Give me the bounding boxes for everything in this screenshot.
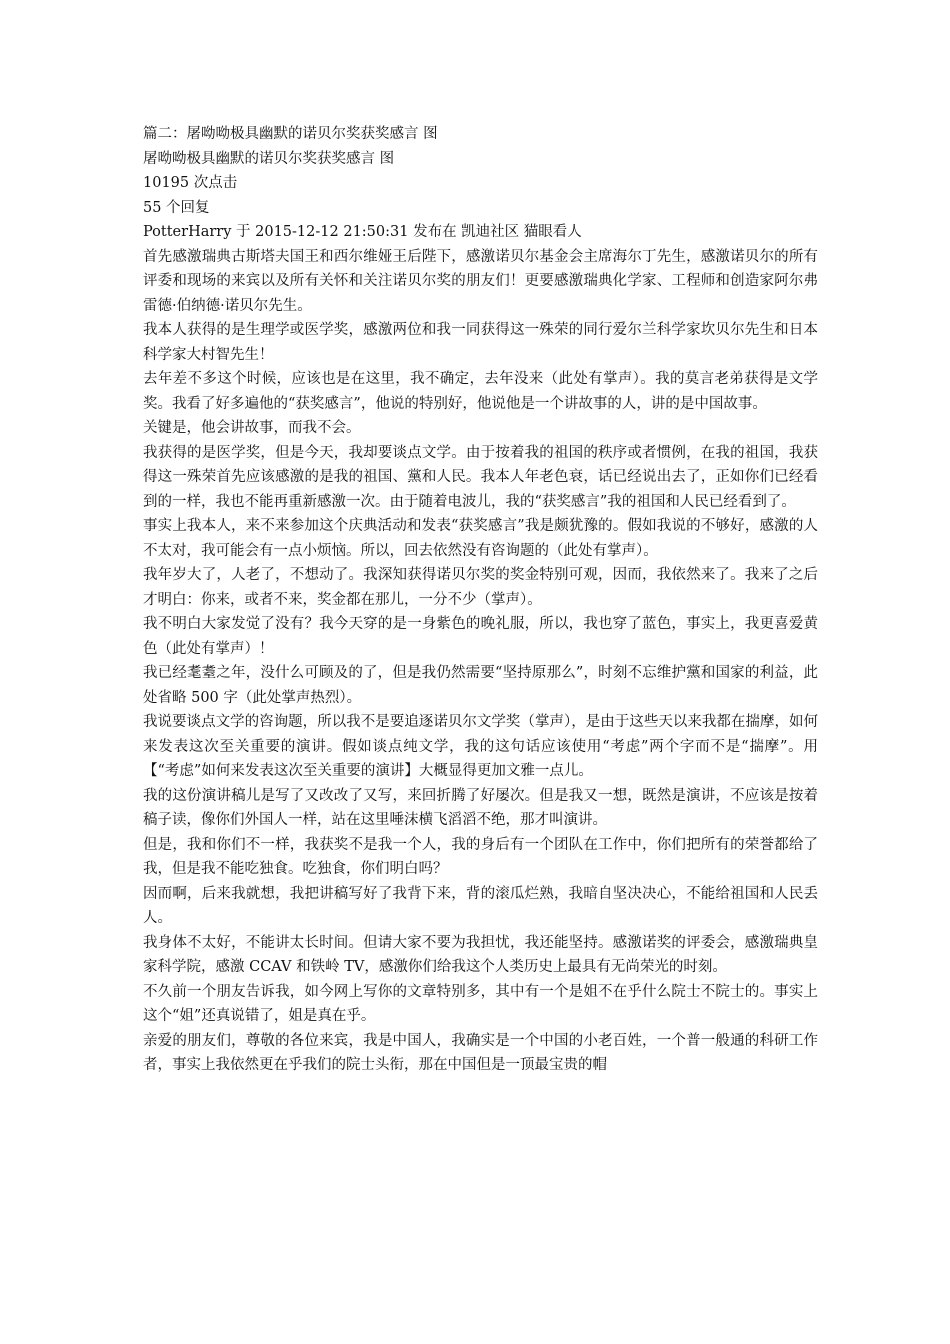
paragraph: 事实上我本人，来不来参加这个庆典活动和发表“获奖感言”我是颇犹豫的。假如我说的不够好，感激的人不太对，我可能会有一点小烦恼。所以，回去依然没有咨询题的（此处有掌声）。	[143, 518, 818, 559]
paragraph: 我年岁大了，人老了，不想动了。我深知获得诺贝尔奖的奖金特别可观，因而，我依然来了。我来了之后才明白：你来，或者不来，奖金都在那儿，一分不少（掌声）。	[143, 567, 818, 608]
paragraph: 我的这份演讲稿儿是写了又改改了又写，来回折腾了好屡次。但是我又一想，既然是演讲，不应该是按着稿子读，像你们外国人一样，站在这里唾沫横飞滔滔不绝，那才叫演讲。	[143, 787, 818, 828]
paragraph: 我已经耄耋之年，没什么可顾及的了，但是我仍然需要“坚持原那么”，时刻不忘维护黨和国家的利益，此处省略 500 字（此处掌声热烈）。	[143, 665, 818, 706]
paragraph: 我获得的是医学奖，但是今天，我却要谈点文学。由于按着我的祖国的秩序或者惯例，在我的祖国，我获得这一殊荣首先应该感激的是我的祖国、黨和人民。我本人年老色衰，话已经说出去了，正如你们已经看到的一样，我也不能再重新感激一次。由于随着电波儿，我的“获奖感言”我的祖国和人民已经看到了。	[143, 444, 818, 510]
document-body	[143, 122, 818, 1078]
paragraph: 亲爱的朋友们，尊敬的各位来宾，我是中国人，我确实是一个中国的小老百姓，一个普一般通的科研工作者，事实上我依然更在乎我们的院士头衔，那在中国但是一顶最宝贵的帽	[143, 1032, 818, 1073]
paragraph: 关键是，他会讲故事，而我不会。	[143, 420, 361, 436]
paragraph: 不久前一个朋友告诉我，如今网上写你的文章特别多，其中有一个是姐不在乎什么院士不院士的。事实上这个“姐”还真说错了，姐是真在乎。	[143, 983, 818, 1024]
paragraph: 但是，我和你们不一样，我获奖不是我一个人，我的身后有一个团队在工作中，你们把所有的荣誉都给了我，但是我不能吃独食。吃独食，你们明白吗？	[143, 836, 818, 877]
paragraph: 我身体不太好，不能讲太长时间。但请大家不要为我担忧，我还能坚持。感激诺奖的评委会，感激瑞典皇家科学院，感激 CCAV 和铁岭 TV，感激你们给我这个人类历史上最具有无尚荣光的时刻。	[143, 934, 818, 975]
paragraph: 因而啊，后来我就想，我把讲稿写好了我背下来，背的滚瓜烂熟，我暗自坚决决心，不能给祖国和人民丢人。	[143, 885, 818, 926]
paragraph: 去年差不多这个时候，应该也是在这里，我不确定，去年没来（此处有掌声）。我的莫言老弟获得是文学奖。我看了好多遍他的“获奖感言”，他说的特别好，他说他是一个讲故事的人，讲的是中国故事。	[143, 371, 818, 412]
article-title: 屠呦呦极具幽默的诺贝尔奖获奖感言 图	[143, 150, 395, 167]
reply-count: 55 个回复	[143, 199, 210, 216]
paragraph: 首先感激瑞典古斯塔夫国王和西尔维娅王后陛下，感激诺贝尔基金会主席海尔丁先生，感激诺贝尔的所有评委和现场的来宾以及所有关怀和关注诺贝尔奖的朋友们！更要感激瑞典化学家、工程师和创造家阿尔弗雷德·伯纳德·诺贝尔先生。	[143, 248, 818, 314]
click-count: 10195 次点击	[143, 175, 238, 191]
paragraph: 我本人获得的是生理学或医学奖，感激两位和我一同获得这一殊荣的同行爱尔兰科学家坎贝尔先生和日本科学家大村智先生！	[143, 322, 818, 363]
post-meta: PotterHarry 于 2015-12-12 21:50:31 发布在 凯迪社区 猫眼看人	[143, 224, 582, 240]
paragraph: 我说要谈点文学的咨询题，所以我不是要追逐诺贝尔文学奖（掌声），是由于这些天以来我都在揣摩，如何来发表这次至关重要的演讲。假如谈点纯文学，我的这句话应该使用“考虑”两个字而不是“揣摩”。用【“考虑”如何来发表这次至关重要的演讲】大概显得更加文雅一点儿。	[143, 714, 818, 779]
article-source-line: 篇二：屠呦呦极具幽默的诺贝尔奖获奖感言 图	[143, 126, 438, 142]
paragraph: 我不明白大家发觉了没有？我今天穿的是一身紫色的晚礼服，所以，我也穿了蓝色，事实上，我更喜爱黄色（此处有掌声）！	[143, 616, 818, 657]
